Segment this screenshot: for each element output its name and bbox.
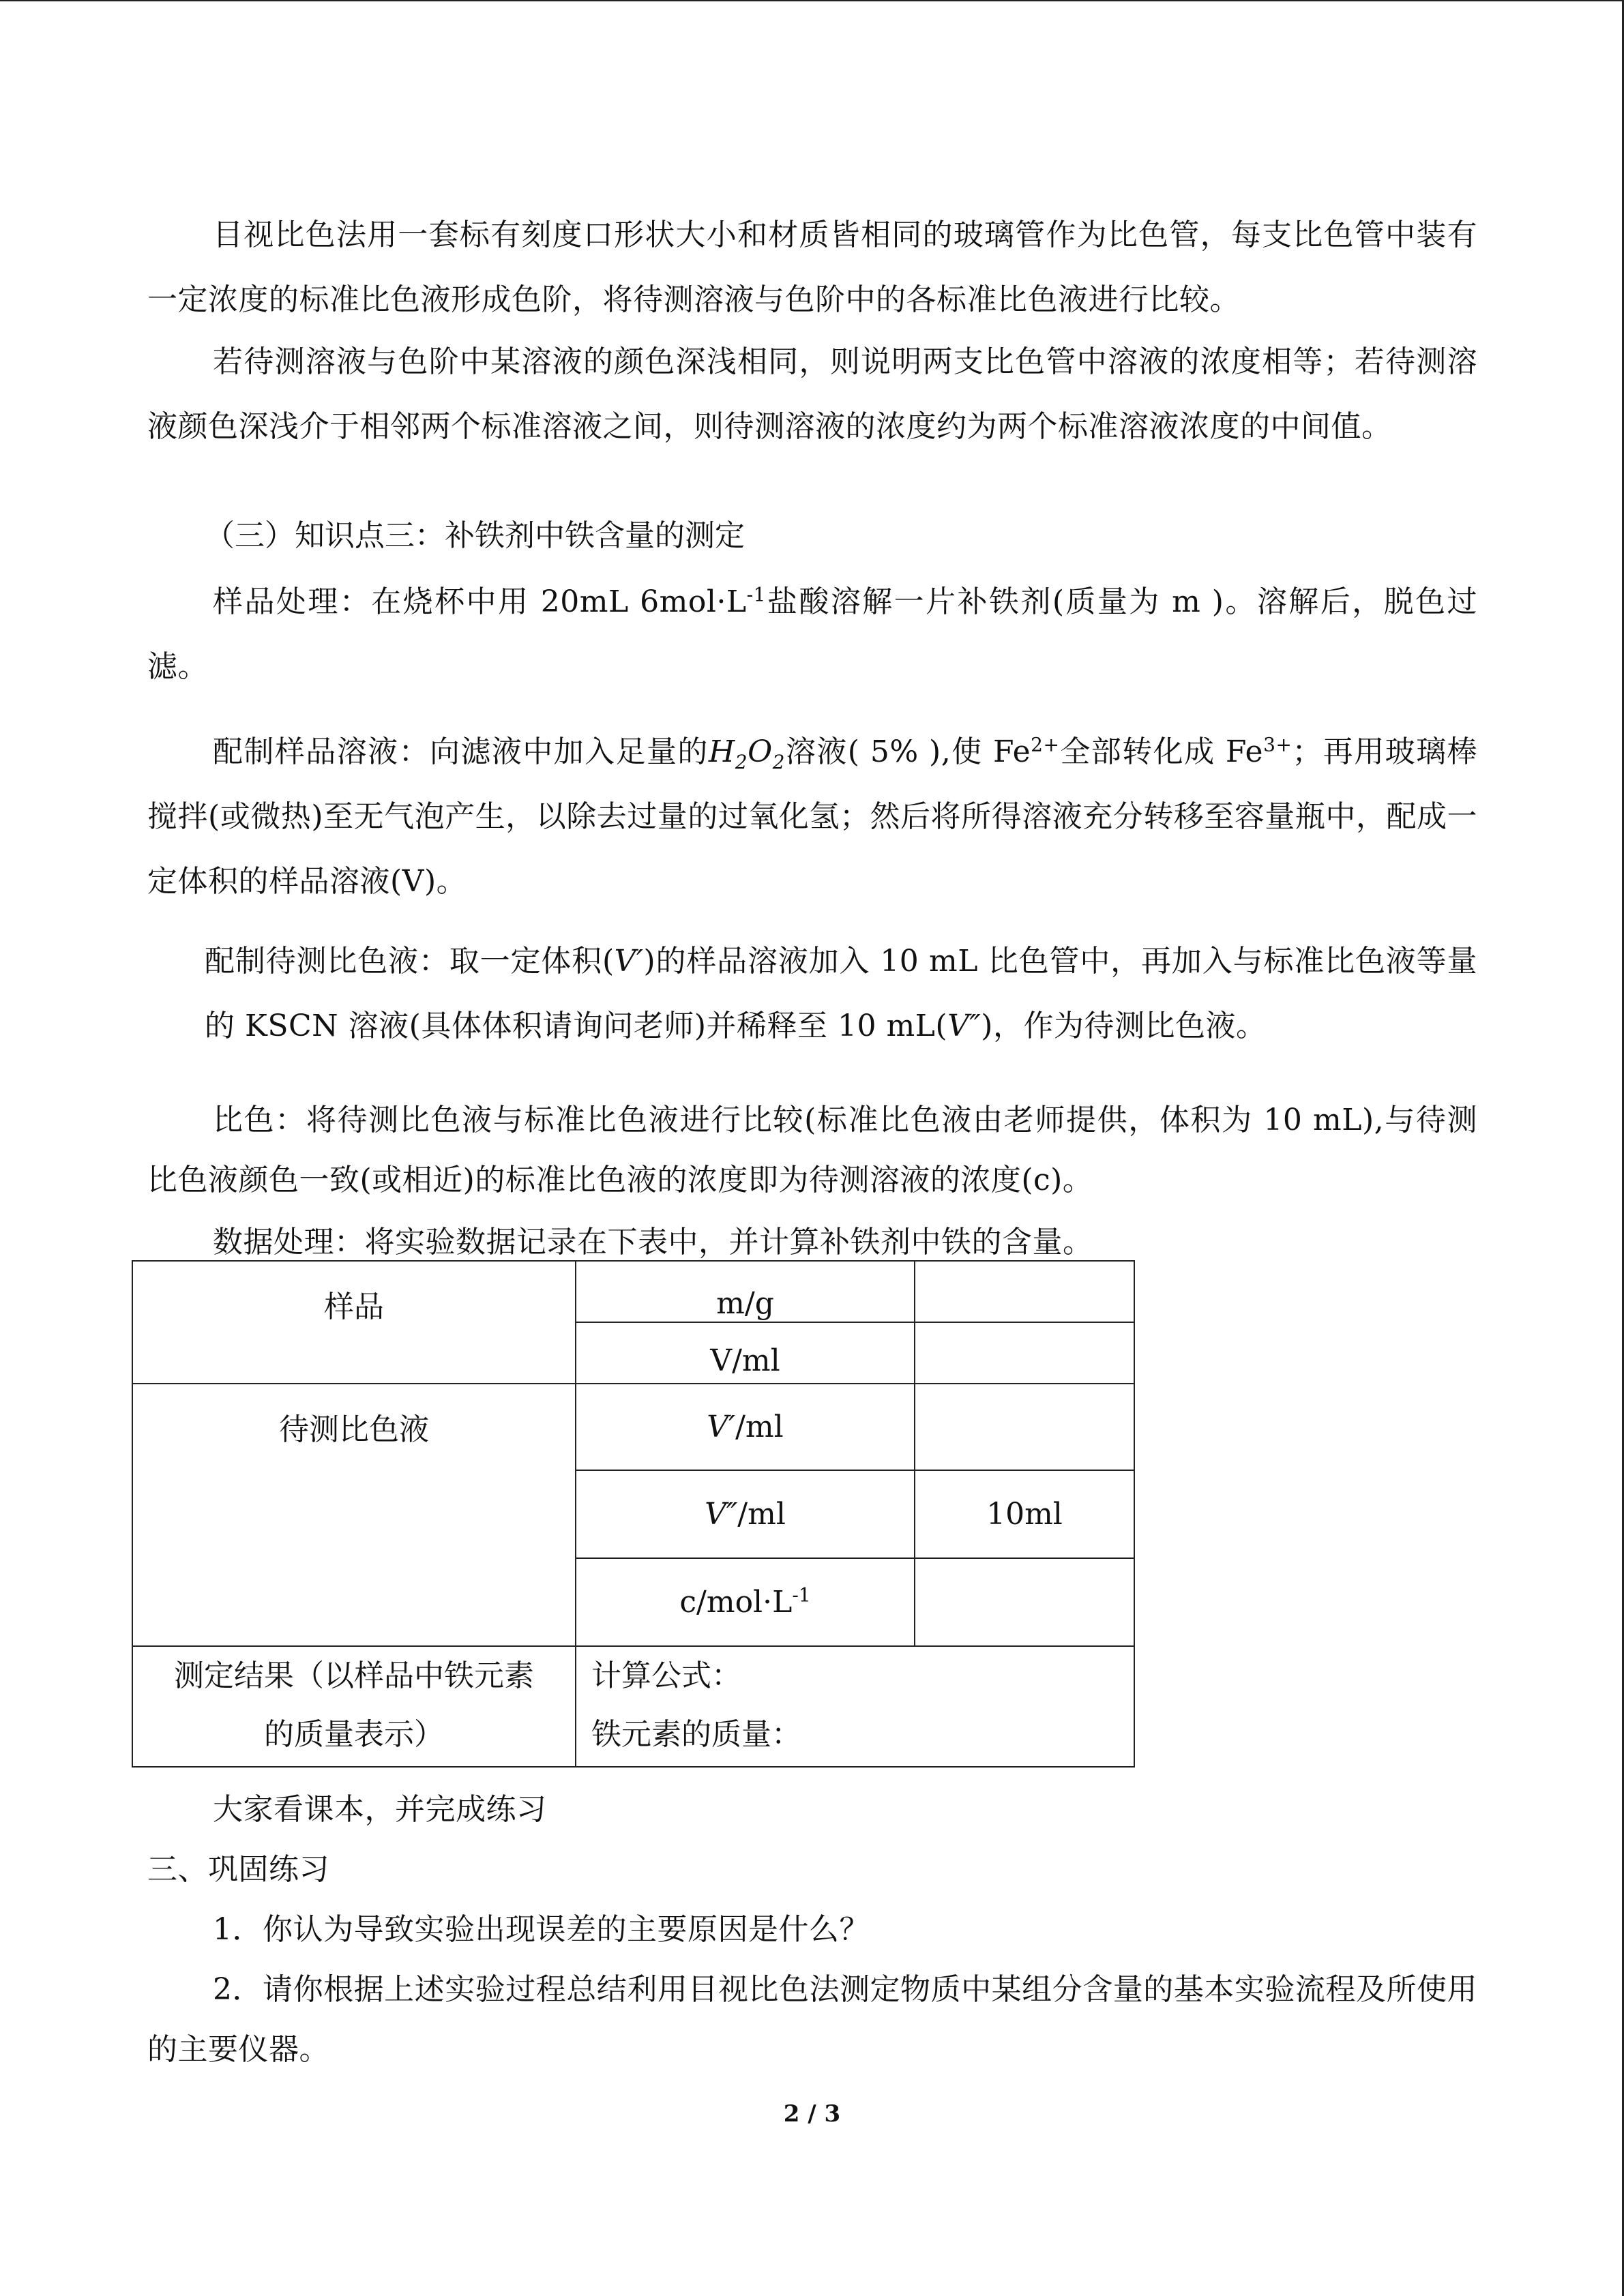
table-cell-result-value: 计算公式： 铁元素的质量： — [576, 1646, 1134, 1767]
paragraph-color-comparison: 若待测溶液与色阶中某溶液的颜色深浅相同，则说明两支比色管中溶液的浓度相等；若待测溶液颜色深浅介于相邻两个标准溶液之间，则待测溶液的浓度约为两个标准溶液浓度的中间值。 — [147, 344, 1477, 444]
formula-h2o2: $H_2O_2$ — [708, 734, 785, 773]
table-cell-v1-label: V′/ml — [576, 1384, 915, 1470]
paragraph-colorimetric-comparison: 比色：将待测比色液与标准比色液进行比较(标准比色液由老师提供，体积为 10 mL),与待测比色液颜色一致(或相近)的标准比色液的浓度即为待测溶液的浓度(c)。 — [147, 1103, 1477, 1197]
table-cell-c-value[interactable] — [915, 1558, 1134, 1646]
table-cell-v-value[interactable] — [915, 1322, 1134, 1384]
table-cell-m-value[interactable] — [915, 1261, 1134, 1322]
paragraph-colorimetry-intro: 目视比色法用一套标有刻度口形状大小和材质皆相同的玻璃管作为比色管，每支比色管中装有一定浓度的标准比色液形成色阶，将待测溶液与色阶中的各标准比色液进行比较。 — [147, 218, 1477, 317]
table-cell-sample: 样品 — [132, 1261, 576, 1384]
paragraph-test-colorimetric-solution: 配制待测比色液：取一定体积(V′)的样品溶液加入 10 mL 比色管中，再加入与标准比色液等量的 KSCN 溶液(具体体积请询问老师)并稀释至 10 mL(V″)，作为待测比色液。 — [205, 944, 1477, 1043]
table-cell-v2-label: V″/ml — [576, 1470, 915, 1558]
question-2: 2．请你根据上述实验过程总结利用目视比色法测定物质中某组分含量的基本实验流程及所使用的主要仪器。 — [147, 1972, 1477, 2067]
table-cell-test-solution: 待测比色液 — [132, 1384, 576, 1646]
page-number: 2 / 3 — [783, 2100, 841, 2128]
paragraph-data-processing: 数据处理：将实验数据记录在下表中，并计算补铁剂中铁的含量。 — [213, 1225, 1093, 1259]
table-cell-result-label: 测定结果（以样品中铁元素 的质量表示） — [132, 1646, 576, 1767]
table-cell-v-label: V/ml — [576, 1322, 915, 1384]
question-1: 1．你认为导致实验出现误差的主要原因是什么？ — [213, 1912, 870, 1947]
table-cell-c-label: $c/mol\cdot L^{-1}$ — [576, 1558, 915, 1646]
unit-mol-per-liter: $mol\cdot L^{-1}$ — [659, 583, 766, 619]
paragraph-read-textbook: 大家看课本，并完成练习 — [213, 1792, 547, 1827]
paragraph-sample-solution: 配制样品溶液：向滤液中加入足量的$H_2O_2$溶液( 5% ),使 $Fe^{2+}$全部转化成 $Fe^{3+}$；再用玻璃棒搅拌(或微热)至无气泡产生，以除去过量的过氧化氢；然后将所得溶液充分转移至容量瓶中，配成一定体积的样品溶液(V)。 — [147, 733, 1478, 899]
table-cell-v1-value[interactable] — [915, 1384, 1134, 1470]
data-record-table — [132, 1260, 1135, 1768]
section-heading-practice: 三、巩固练习 — [147, 1852, 329, 1887]
table-cell-v2-value: 10ml — [915, 1470, 1134, 1558]
table-cell-m-label: m/g — [576, 1261, 915, 1322]
section-heading-knowledge-point-3: （三）知识点三：补铁剂中铁含量的测定 — [205, 518, 745, 553]
page-border-top — [0, 0, 1624, 1]
paragraph-sample-treatment: 样品处理：在烧杯中用 20mL $6mol\cdot L^{-1}$盐酸溶解一片补铁剂(质量为 m )。溶解后，脱色过滤。 — [147, 583, 1477, 684]
